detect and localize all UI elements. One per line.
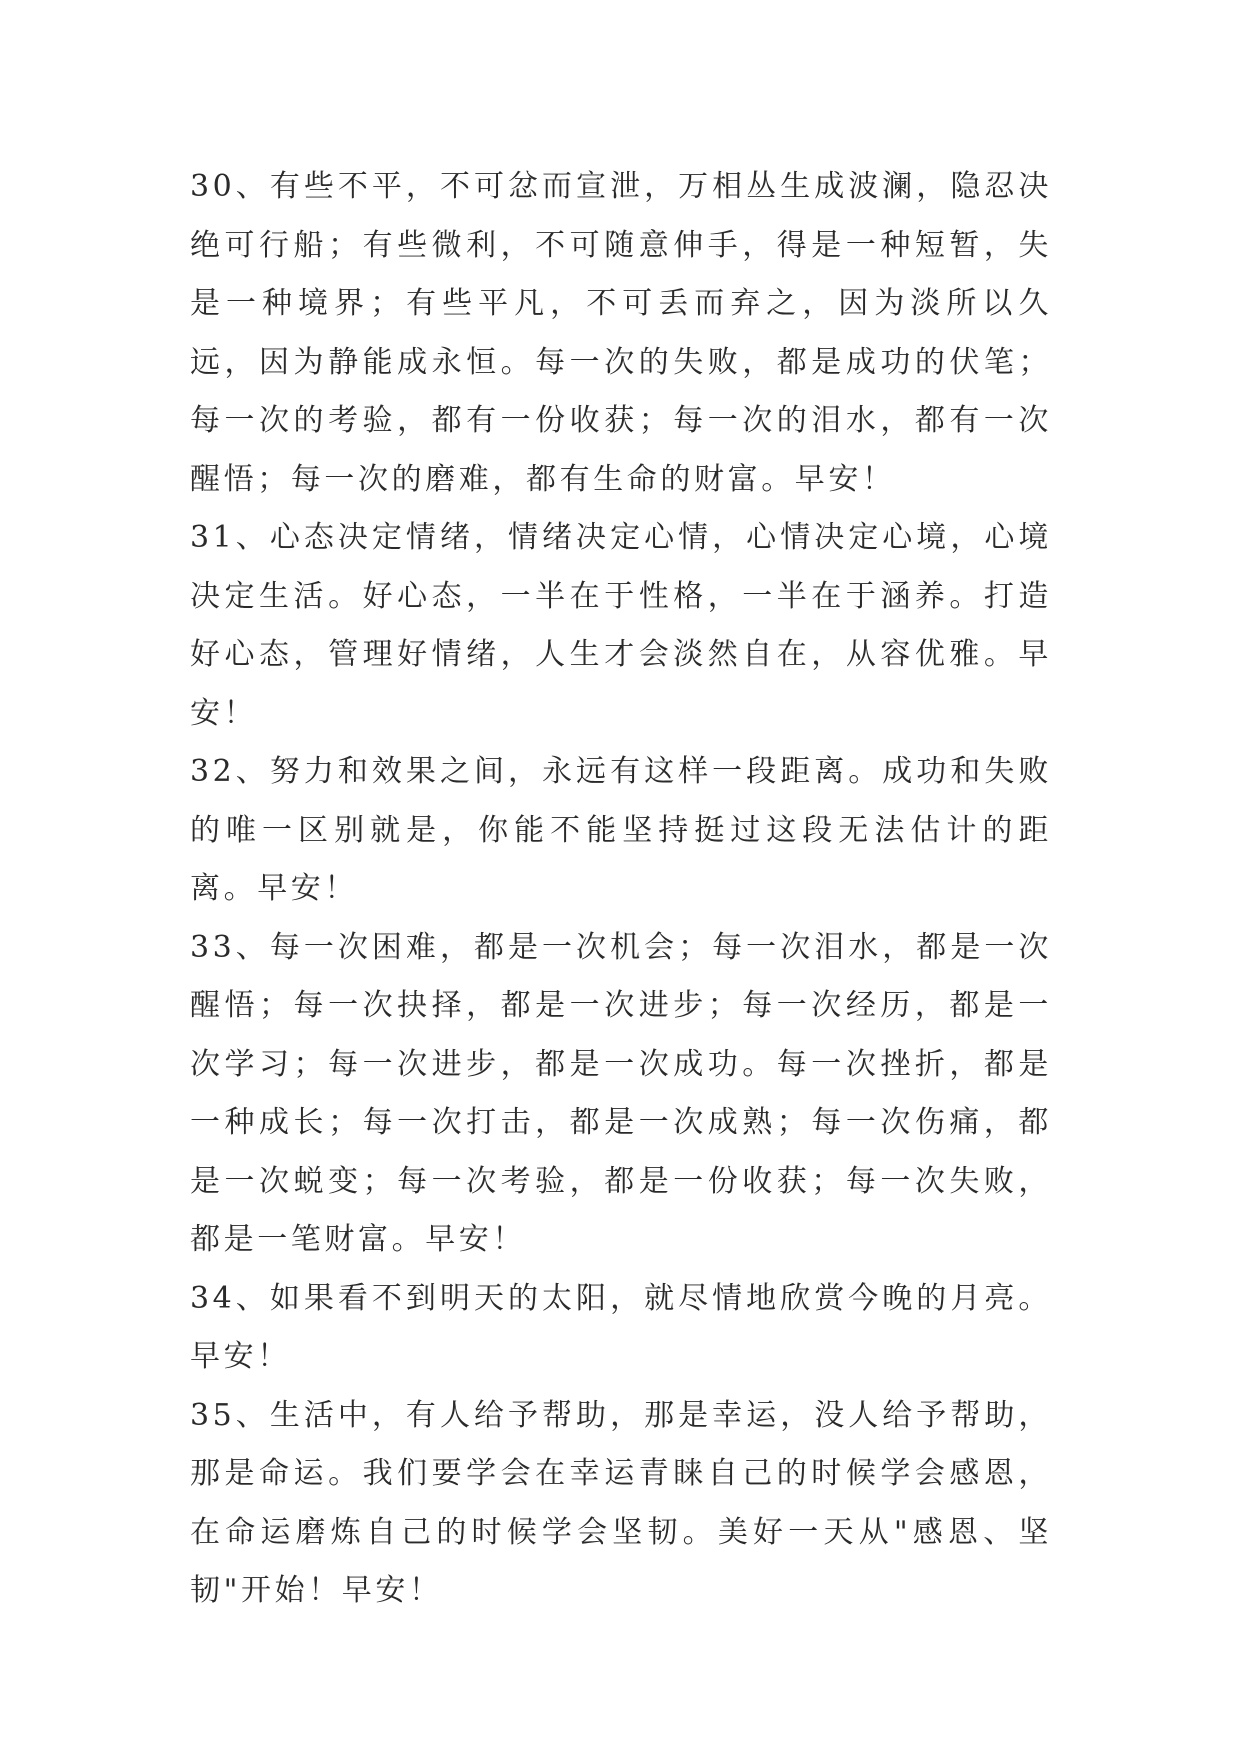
paragraph-text: 努力和效果之间，永远有这样一段距离。成功和失败的唯一区别就是，你能不能坚持挺过这段无法估计的距离。早安！ (190, 754, 1052, 906)
paragraph-32 (190, 743, 1052, 919)
paragraph-number: 35、 (190, 1397, 270, 1433)
paragraph-33 (190, 919, 1052, 1270)
paragraph-31 (190, 509, 1052, 743)
paragraph-number: 32、 (190, 754, 270, 789)
paragraph-text: 每一次困难，都是一次机会；每一次泪水，都是一次醒悟；每一次抉择，都是一次进步；每一次经历，都是一次学习；每一次进步，都是一次成功。每一次挫折，都是一种成长；每一次打击，都是一次成熟；每一次伤痛，都是一次蜕变；每一次考验，都是一份收获；每一次失败，都是一笔财富。早安！ (190, 929, 1052, 1257)
paragraph-35 (190, 1387, 1052, 1621)
paragraph-text: 如果看不到明天的太阳，就尽情地欣赏今晚的月亮。早安！ (190, 1280, 1052, 1374)
paragraph-text: 有些不平，不可忿而宣泄，万相丛生成波澜，隐忍决绝可行船；有些微利，不可随意伸手，得是一种短暂，失是一种境界；有些平凡，不可丢而弃之，因为淡所以久远，因为静能成永恒。每一次的失败，都是成功的伏笔；每一次的考验，都有一份收获；每一次的泪水，都有一次醒悟；每一次的磨难，都有生命的财富。早安！ (190, 169, 1052, 497)
paragraph-number: 34、 (190, 1280, 270, 1316)
paragraph-number: 31、 (190, 520, 270, 555)
paragraph-34 (190, 1270, 1052, 1387)
paragraph-text: 心态决定情绪，情绪决定心情，心情决定心境，心境决定生活。好心态，一半在于性格，一半在于涵养。打造好心态，管理好情绪，人生才会淡然自在，从容优雅。早安！ (190, 520, 1052, 731)
paragraph-number: 30、 (190, 169, 270, 204)
paragraph-number: 33、 (190, 929, 270, 965)
document-body (190, 158, 1052, 1621)
paragraph-30 (190, 158, 1052, 509)
paragraph-text: 生活中，有人给予帮助，那是幸运，没人给予帮助，那是命运。我们要学会在幸运青睐自己的时候学会感恩，在命运磨炼自己的时候学会坚韧。美好一天从"感恩、坚韧"开始！早安！ (190, 1397, 1052, 1608)
